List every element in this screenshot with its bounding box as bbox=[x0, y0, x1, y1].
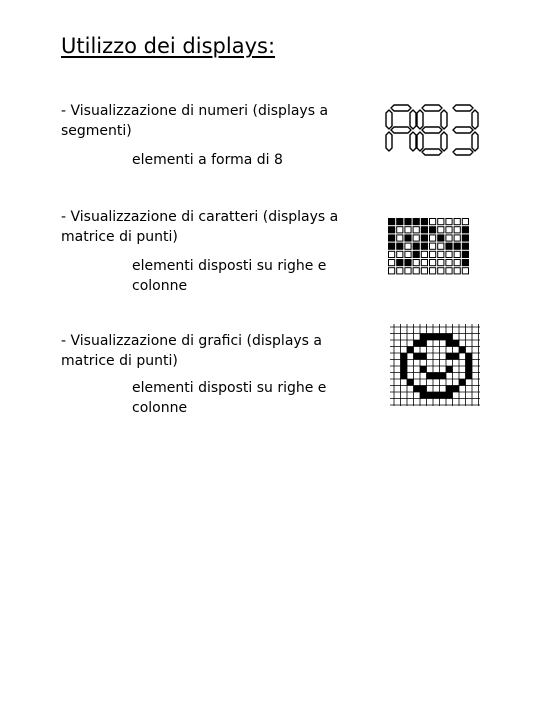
dot-matrix-characters-icon bbox=[388, 218, 472, 278]
section-characters-text: - Visualizzazione di caratteri (displays a matrice di punti) bbox=[61, 209, 339, 245]
section-graphics-detail: elementi disposti su righe e colonne bbox=[132, 380, 327, 416]
section-numbers-detail: elementi a forma di 8 bbox=[132, 152, 283, 168]
seven-segment-display-icon bbox=[384, 102, 480, 158]
section-characters-detail: elementi disposti su righe e colonne bbox=[132, 258, 327, 294]
page-title: Utilizzo dei displays: bbox=[61, 34, 276, 58]
smiley-face-matrix-icon bbox=[390, 324, 480, 406]
section-graphics-text: - Visualizzazione di grafici (displays a matrice di punti) bbox=[61, 333, 323, 369]
section-numbers-text: - Visualizzazione di numeri (displays a segmenti) bbox=[61, 103, 329, 139]
